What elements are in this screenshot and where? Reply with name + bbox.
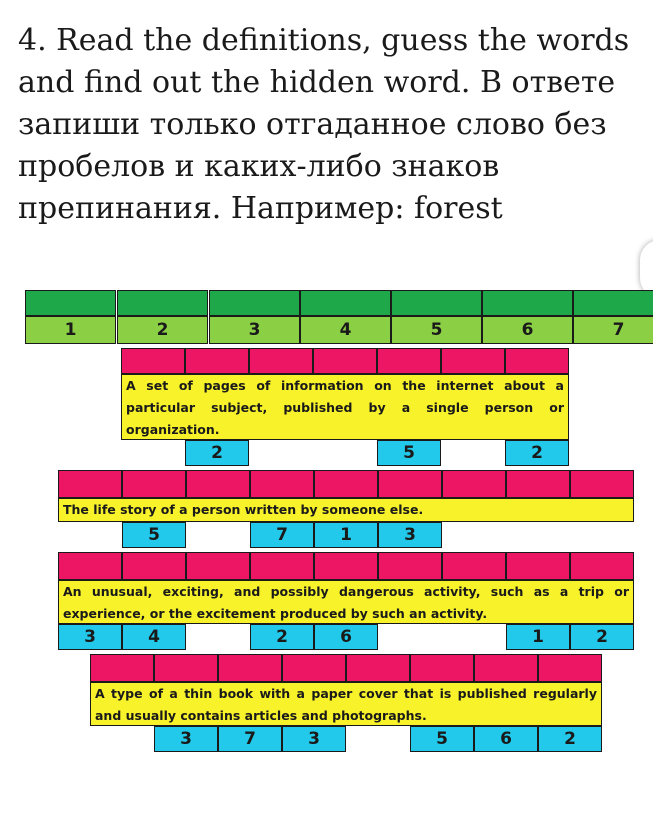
clue-number: 2 xyxy=(250,624,314,650)
clue-number: 2 xyxy=(185,440,249,466)
answer-number: 4 xyxy=(300,316,391,344)
clue-number: 3 xyxy=(378,522,442,548)
clue-number: 3 xyxy=(282,726,346,752)
clue-number: 6 xyxy=(474,726,538,752)
clue-definition: The life story of a person written by someone else. xyxy=(58,498,634,522)
letter-cell xyxy=(186,470,250,498)
letter-cell xyxy=(506,552,570,580)
letter-cell xyxy=(313,348,377,374)
letter-cell xyxy=(218,654,282,682)
answer-cell xyxy=(482,290,573,316)
letter-cell xyxy=(505,348,569,374)
letter-cell xyxy=(410,654,474,682)
clue-number: 1 xyxy=(314,522,378,548)
letter-cell xyxy=(474,654,538,682)
answer-cell xyxy=(25,290,116,316)
clue-definition: An unusual, exciting, and possibly dangerous activity, such as a trip or experience, or the excitement produced by such an activity. xyxy=(58,580,634,624)
answer-cell xyxy=(573,290,653,316)
letter-cell xyxy=(441,348,505,374)
letter-cell xyxy=(185,348,249,374)
answer-number: 5 xyxy=(391,316,482,344)
clue-number: 4 xyxy=(122,624,186,650)
answer-number: 2 xyxy=(117,316,208,344)
letter-cell xyxy=(250,470,314,498)
answer-cell xyxy=(391,290,482,316)
clue-number: 5 xyxy=(377,440,441,466)
letter-cell xyxy=(378,552,442,580)
letter-cell xyxy=(570,470,634,498)
answer-number: 3 xyxy=(209,316,300,344)
answer-cell xyxy=(300,290,391,316)
answer-cell xyxy=(117,290,208,316)
clue-number: 2 xyxy=(570,624,634,650)
letter-cell xyxy=(121,348,185,374)
letter-cell xyxy=(314,470,378,498)
answer-cell xyxy=(209,290,300,316)
clue-number: 6 xyxy=(314,624,378,650)
letter-cell xyxy=(122,552,186,580)
letter-cell xyxy=(282,654,346,682)
clue-number: 7 xyxy=(218,726,282,752)
letter-cell xyxy=(249,348,313,374)
letter-cell xyxy=(58,470,122,498)
letter-cell xyxy=(90,654,154,682)
answer-number: 1 xyxy=(25,316,116,344)
letter-cell xyxy=(377,348,441,374)
letter-cell xyxy=(442,470,506,498)
clue-definition: A set of pages of information on the internet about a particular subject, published by a single person or organization. xyxy=(121,374,569,440)
letter-cell xyxy=(154,654,218,682)
letter-cell xyxy=(58,552,122,580)
clue-number: 3 xyxy=(58,624,122,650)
letter-cell xyxy=(506,470,570,498)
letter-cell xyxy=(122,470,186,498)
clue-number: 5 xyxy=(410,726,474,752)
clue-number: 1 xyxy=(506,624,570,650)
letter-cell xyxy=(250,552,314,580)
letter-cell xyxy=(378,470,442,498)
clue-number: 2 xyxy=(538,726,602,752)
letter-cell xyxy=(186,552,250,580)
task-text: 4. Read the definitions, guess the words and find out the hidden word. В ответе запиши только отгаданное слово без пробелов и каких-либо знаков препинания. Например: forest xyxy=(18,23,630,226)
clue-number: 5 xyxy=(122,522,186,548)
clue-number: 3 xyxy=(154,726,218,752)
answer-number: 7 xyxy=(573,316,653,344)
letter-cell xyxy=(346,654,410,682)
clue-number: 7 xyxy=(250,522,314,548)
letter-cell xyxy=(314,552,378,580)
letter-cell xyxy=(570,552,634,580)
answer-number: 6 xyxy=(482,316,573,344)
clue-number: 2 xyxy=(505,440,569,466)
clue-definition: A type of a thin book with a paper cover that is published regularly and usually contains articles and photographs. xyxy=(90,682,602,726)
letter-cell xyxy=(442,552,506,580)
letter-cell xyxy=(538,654,602,682)
